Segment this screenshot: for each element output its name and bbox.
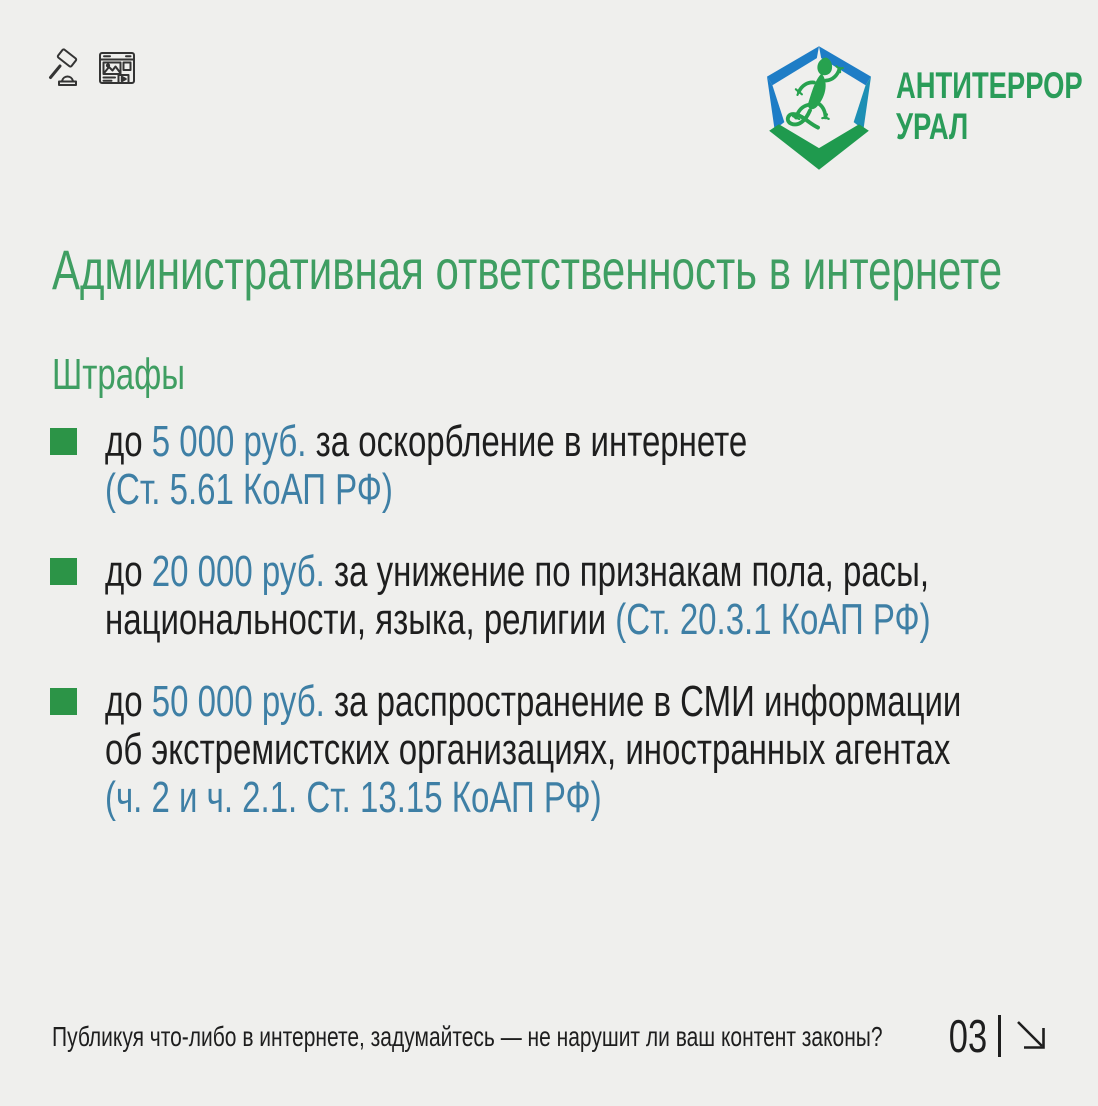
logo [754, 42, 1098, 174]
body-text: об экстремистских организациях, иностранных агентах [105, 725, 951, 774]
list-item [50, 678, 1098, 822]
body-text: национальности, языка, религии [105, 595, 616, 644]
bullet-square-icon [50, 558, 77, 585]
highlight-text: 20 000 руб. [151, 547, 325, 596]
footer-note: Публикуя что-либо в интернете, задумайтесь — не нарушит ли ваш контент законы? [52, 1021, 883, 1052]
highlight-text: (ч. 2 и ч. 2.1. Ст. 13.15 КоАП РФ) [105, 773, 602, 822]
page-title: Административная ответственность в интернете [52, 238, 1003, 301]
body-text: за унижение по признакам пола, расы, [324, 547, 930, 596]
gavel-icon [46, 48, 86, 90]
pager-divider [998, 1015, 1001, 1057]
list-item [50, 548, 1098, 644]
bullet-text [105, 678, 961, 822]
body-text: до [105, 417, 152, 466]
highlight-text: 50 000 руб. [151, 677, 325, 726]
list-item [50, 418, 1098, 514]
bullet-square-icon [50, 428, 77, 455]
logo-text [896, 65, 1083, 147]
body-text: до [105, 677, 152, 726]
page-number: 03 [948, 1010, 987, 1062]
highlight-text: (Ст. 20.3.1 КоАП РФ) [615, 595, 931, 644]
logo-text-line1: АНТИТЕРРОР [896, 65, 1083, 106]
logo-shield-icon [754, 42, 884, 174]
bullet-text [105, 418, 850, 514]
highlight-text: 5 000 руб. [151, 417, 307, 466]
header-icons [46, 48, 138, 90]
body-text: до [105, 547, 152, 596]
logo-text-line2: УРАЛ [896, 106, 969, 147]
footer-pager [936, 1012, 1052, 1060]
body-text: за оскорбление в интернете [306, 417, 748, 466]
highlight-text: (Ст. 5.61 КоАП РФ) [105, 465, 393, 514]
media-browser-icon [96, 48, 138, 90]
bullet-square-icon [50, 688, 77, 715]
section-heading: Штрафы [52, 350, 185, 399]
arrow-down-right-icon [1012, 1016, 1052, 1056]
body-text: за распространение в СМИ информации [324, 677, 962, 726]
bullet-text [105, 548, 931, 644]
fines-list [50, 418, 1098, 856]
